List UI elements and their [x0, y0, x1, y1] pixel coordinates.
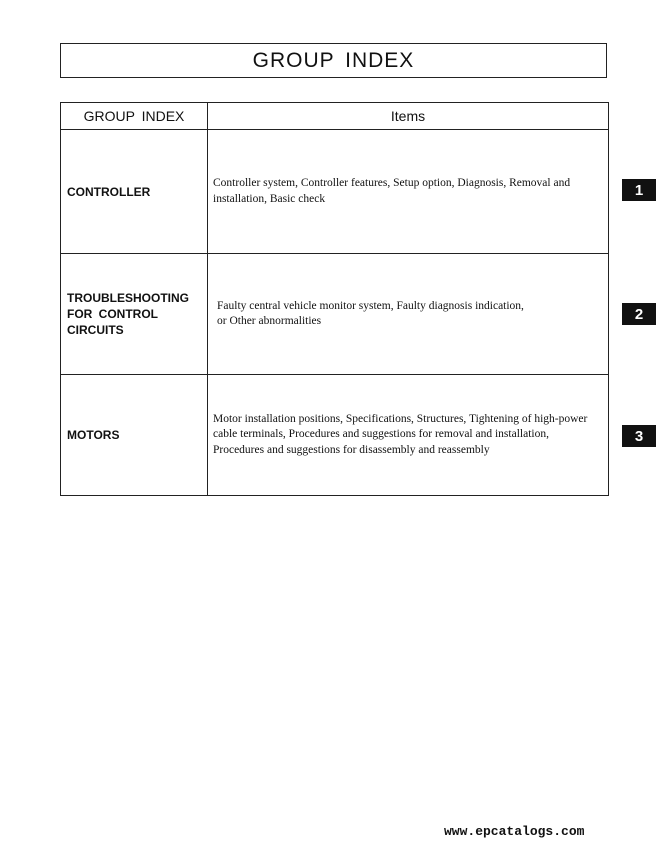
- group-name-line: MOTORS: [67, 428, 120, 442]
- column-header-items: Items: [208, 103, 609, 130]
- table-header-row: [61, 103, 609, 130]
- items-cell: [208, 375, 609, 496]
- group-name-line: CIRCUITS: [67, 323, 124, 337]
- group-name-cell: [61, 130, 208, 254]
- group-name-line: FOR CONTROL: [67, 307, 158, 321]
- items-line: Controller system, Controller features, Setup option, Diagnosis, Removal and: [213, 177, 571, 189]
- page-title: GROUP INDEX: [60, 43, 607, 78]
- items-line: Procedures and suggestions for disassembly and reassembly: [213, 443, 490, 456]
- items-cell: [208, 130, 609, 254]
- column-header-group-index: GROUP INDEX: [61, 103, 208, 130]
- group-name-cell: [61, 254, 208, 375]
- table-row: [61, 254, 609, 375]
- section-tab-2[interactable]: 2: [622, 303, 656, 325]
- items-cell: [208, 254, 609, 375]
- section-tab-1[interactable]: 1: [622, 179, 656, 201]
- items-line: cable terminals, Procedures and suggestions for removal and installation,: [213, 428, 549, 441]
- table-row: [61, 375, 609, 496]
- table-row: [61, 130, 609, 254]
- items-line: installation, Basic check: [213, 192, 326, 205]
- footer-watermark: www.epcatalogs.com: [444, 824, 585, 839]
- group-index-table: [60, 102, 609, 496]
- group-name-line: TROUBLESHOOTING: [67, 291, 189, 305]
- items-line: Faulty central vehicle monitor system, Faulty diagnosis indication,: [217, 299, 524, 312]
- group-name-cell: [61, 375, 208, 496]
- items-line: or Other abnormalities: [217, 315, 322, 327]
- group-name-line: CONTROLLER: [67, 184, 151, 199]
- section-tab-3[interactable]: 3: [622, 425, 656, 447]
- items-line: Motor installation positions, Specifications, Structures, Tightening of high-power: [213, 412, 588, 425]
